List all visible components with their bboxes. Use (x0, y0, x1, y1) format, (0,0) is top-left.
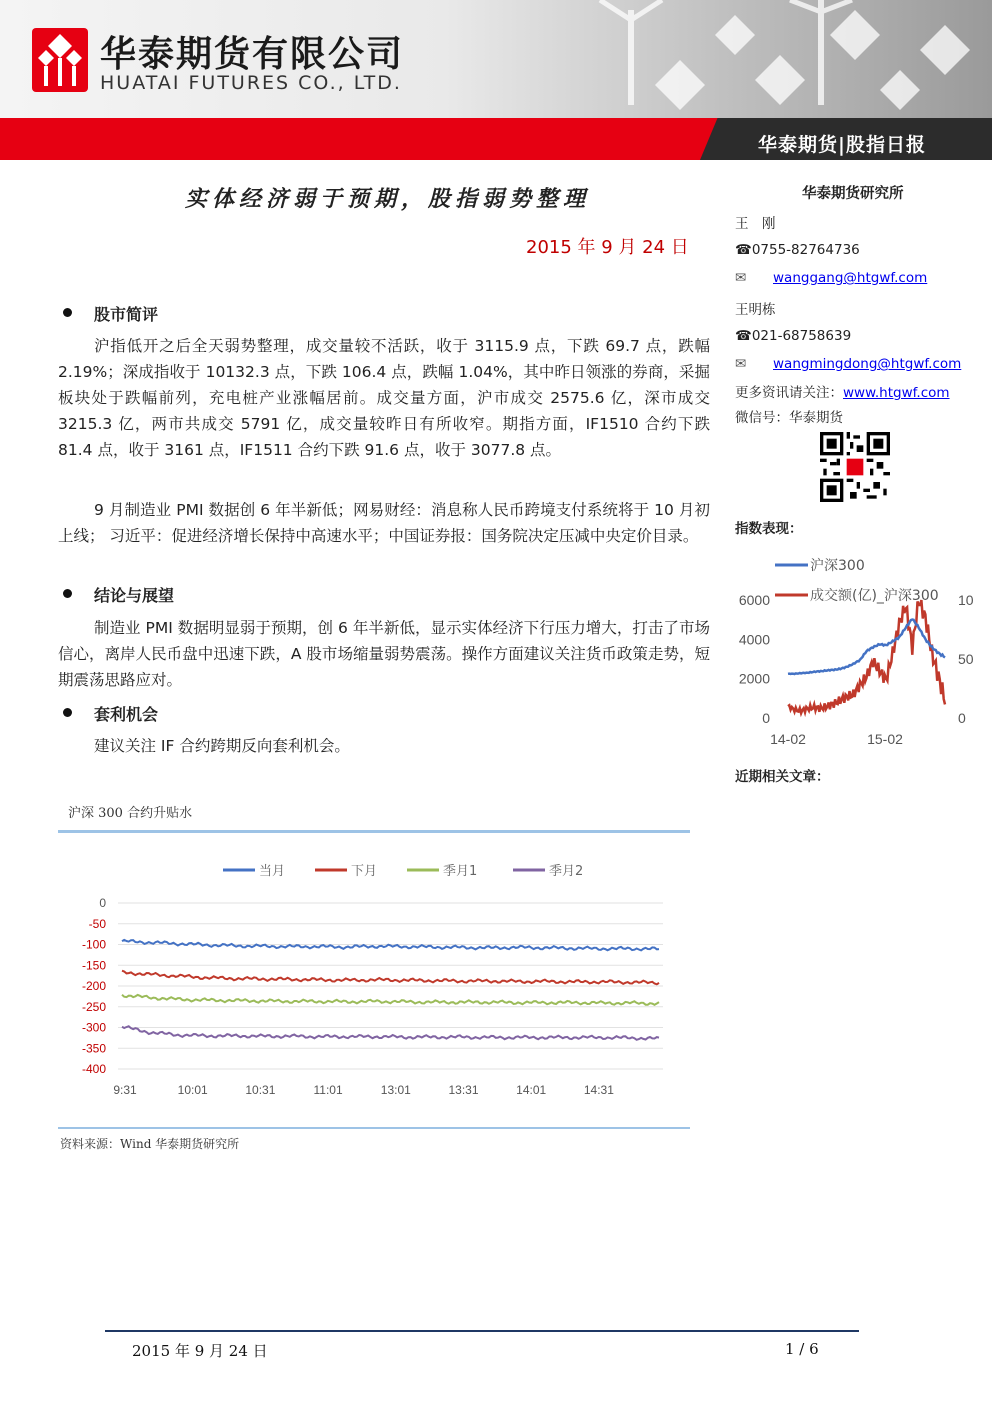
x-tick-label: 14:31 (583, 1083, 614, 1097)
index-performance-label: 指数表现： (735, 521, 803, 537)
analyst-name: 王 刚 (735, 216, 776, 232)
footer-date: 2015 年 9 月 24 日 (132, 1342, 268, 1360)
chart-top-rule (58, 830, 690, 833)
y-left-tick-label: 0 (762, 710, 770, 726)
y-tick-label: -100 (81, 937, 106, 952)
legend-label: 季月2 (549, 864, 584, 879)
section-heading: 结论与展望 (94, 586, 175, 605)
y-right-tick-label: 0 (958, 710, 966, 726)
series-line (122, 1026, 659, 1040)
index-performance-chart (730, 548, 980, 748)
y-left-tick-label: 4000 (738, 631, 770, 648)
report-type-tag: 华泰期货|股指日报 (758, 134, 926, 156)
legend-label: 成交额(亿)_沪深300 (810, 588, 939, 604)
analyst-phone: ☎021-68758639 (735, 328, 852, 344)
index-line (788, 620, 945, 675)
wechat-id: 微信号：华泰期货 (735, 410, 843, 426)
x-tick-label: 14-02 (770, 731, 806, 747)
series-line (122, 940, 659, 951)
company-name-cn: 华泰期货有限公司 (100, 34, 405, 75)
y-tick-label: -400 (81, 1062, 106, 1076)
source-note: 资料来源：Wind 华泰期货研究所 (60, 1137, 240, 1151)
y-right-tick-label: 50 (958, 651, 974, 667)
y-tick-label: -200 (81, 979, 106, 993)
y-left-tick-label: 2000 (738, 670, 770, 687)
chart-caption: 沪深 300 合约升贴水 (68, 806, 193, 821)
basis-chart (58, 845, 690, 1115)
legend-label: 当月 (259, 864, 286, 879)
x-tick-label: 14:01 (516, 1083, 547, 1097)
article-title: 实体经济弱于预期，股指弱势整理 (185, 186, 591, 212)
page-number: 1 / 6 (785, 1340, 819, 1358)
analyst-email-link[interactable]: wangmingdong@htgwf.com (773, 356, 962, 372)
qr-code-icon (820, 432, 890, 502)
x-tick-label: 9:31 (113, 1083, 137, 1097)
footer-rule (105, 1330, 859, 1332)
y-tick-label: 0 (99, 896, 106, 910)
legend-label: 沪深300 (810, 558, 865, 574)
series-line (122, 995, 659, 1005)
analyst-name: 王明栋 (735, 302, 776, 318)
chart-bottom-rule (58, 1127, 690, 1129)
x-tick-label: 13:01 (380, 1083, 411, 1097)
website-link[interactable]: www.htgwf.com (843, 385, 950, 401)
legend-label: 季月1 (443, 864, 478, 879)
analyst-phone: ☎0755-82764736 (735, 242, 860, 258)
analyst-email-link[interactable]: wanggang@htgwf.com (773, 270, 928, 286)
bullet-icon (63, 308, 72, 317)
x-tick-label: 10:01 (177, 1083, 208, 1097)
article-date: 2015 年 9 月 24 日 (526, 237, 689, 258)
y-left-tick-label: 6000 (738, 592, 770, 608)
legend-label: 下月 (351, 864, 378, 879)
institute-name: 华泰期货研究所 (802, 186, 904, 202)
x-tick-label: 13:31 (448, 1083, 479, 1097)
company-name-en: HUATAI FUTURES CO., LTD. (100, 72, 402, 94)
section-heading: 股市简评 (94, 305, 159, 324)
x-tick-label: 10:31 (245, 1083, 276, 1097)
bullet-icon (63, 708, 72, 717)
volume-line (788, 600, 945, 713)
related-articles-label: 近期相关文章： (735, 769, 830, 785)
bullet-icon (63, 589, 72, 598)
more-info-row (735, 381, 950, 401)
y-tick-label: -350 (81, 1041, 106, 1056)
y-tick-label: -250 (81, 999, 106, 1014)
x-tick-label: 15-02 (867, 731, 903, 747)
series-line (122, 971, 659, 985)
y-tick-label: -300 (81, 1020, 106, 1035)
x-tick-label: 11:01 (313, 1083, 343, 1097)
section-heading: 套利机会 (94, 705, 159, 724)
y-tick-label: -50 (88, 916, 106, 931)
paragraph: 制造业 PMI 数据明显弱于预期，创 6 年半新低，显示实体经济下行压力增大，打击了市场信心，离岸人民币盘中迅速下跌，A 股市场缩量弱势震荡。操作方面建议关注货币政策走势，短期震荡思路应对。 (58, 619, 710, 689)
y-right-tick-label: 10 (958, 592, 974, 608)
email-icon: ✉ (735, 356, 747, 372)
paragraph: 建议关注 IF 合约跨期反向套利机会。 (94, 737, 350, 755)
email-icon: ✉ (735, 270, 747, 286)
paragraph: 沪指低开之后全天弱势整理，成交量较不活跃，收于 3115.9 点，下跌 69.7 点，跌幅 2.19%；深成指收于 10132.3 点，下跌 106.4 点，跌幅 1.04%，其中昨日领涨的券商，采掘板块处于跌幅前列，充电桩产业涨幅居前。成交量方面，沪市成交 2575.6 亿，深市成交 3215.3 亿，两市共成交 5791 亿，成交量较昨日有所收窄。期指方面，IF1510 合约下跌 81.4 点，收于 3161 点，IF1511 合约下跌 91.6 点，收于 3077.8 点。 (58, 337, 710, 459)
y-tick-label: -150 (81, 958, 106, 973)
huatai-logo-icon (32, 28, 88, 92)
paragraph: 9 月制造业 PMI 数据创 6 年半新低；网易财经：消息称人民币跨境支付系统将于 10 月初上线； 习近平：促进经济增长保持中高速水平；中国证券报：国务院决定压减中央定价目录。 (58, 501, 710, 545)
more-info-label: 更多资讯请关注： (735, 385, 843, 401)
